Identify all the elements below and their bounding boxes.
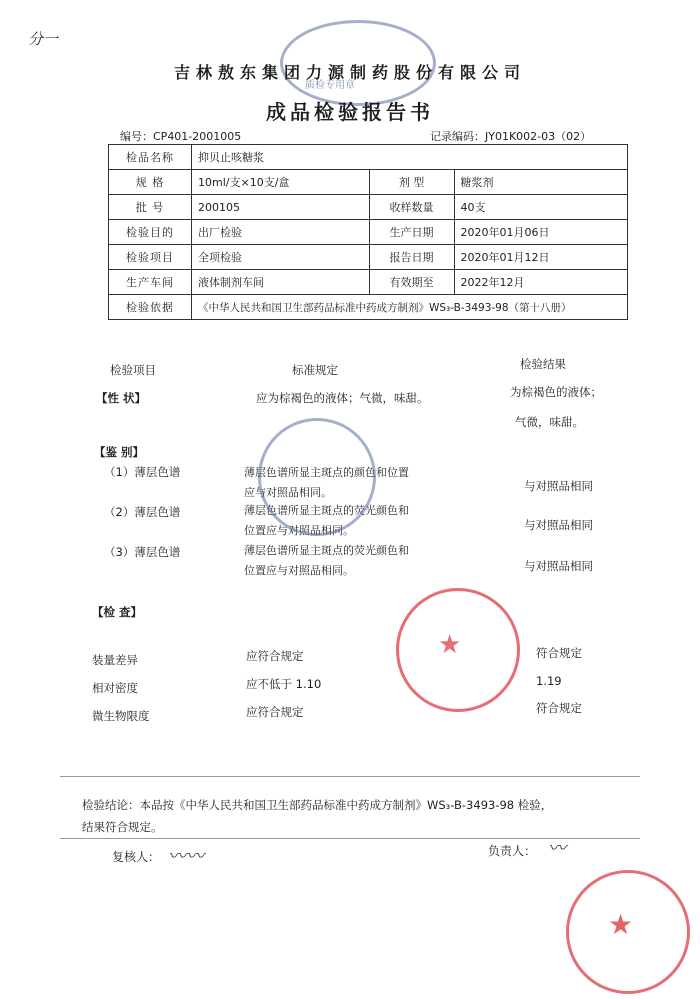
ident-3-result: 与对照品相同 (524, 559, 593, 573)
workshop-value: 液体制剂车间 (192, 270, 370, 295)
prod-date-value: 2020年01月06日 (454, 220, 627, 245)
inspection-heading: 【检 查】 (92, 605, 143, 619)
col-result-header: 检验结果 (520, 357, 566, 371)
conclusion-block (82, 794, 642, 838)
reviewer-label: 复核人： (112, 850, 161, 864)
purpose-label: 检验目的 (109, 220, 192, 245)
report-title: 成品检验报告书 (266, 100, 434, 124)
report-date-label: 报告日期 (369, 245, 454, 270)
spec-value: 10ml/支×10支/盒 (192, 170, 370, 195)
expiry-value: 2022年12月 (454, 270, 627, 295)
product-label: 检品名称 (109, 145, 192, 170)
inspect-1-result: 符合规定 (536, 646, 582, 660)
character-heading: 【性 状】 (96, 391, 147, 405)
character-standard: 应为棕褐色的液体；气微，味甜。 (256, 391, 429, 405)
form-value: 糖浆剂 (454, 170, 627, 195)
conclusion-line-2: 结果符合规定。 (82, 820, 163, 834)
corner-handwritten-mark: 分一 (28, 30, 59, 48)
batch-label: 批 号 (109, 195, 192, 220)
reviewer-signature: 〰〰 (168, 846, 204, 867)
item-value: 全项检验 (192, 245, 370, 270)
qty-value: 40支 (454, 195, 627, 220)
expiry-label: 有效期至 (369, 270, 454, 295)
form-label: 剂 型 (369, 170, 454, 195)
batch-value: 200105 (192, 195, 370, 220)
ident-2-name: （2）薄层色谱 (104, 505, 181, 519)
inspect-1-name: 装量差异 (92, 653, 138, 667)
identification-heading: 【鉴 别】 (94, 445, 145, 459)
prod-date-label: 生产日期 (369, 220, 454, 245)
serial-number: 编号：CP401-2001005 (120, 130, 242, 143)
col-item-header: 检验项目 (110, 363, 156, 377)
ident-2-std-2: 位置应与对照品相同。 (244, 524, 354, 537)
record-number: 记录编码：JY01K002-03（02） (430, 130, 592, 143)
character-result-2: 气微，味甜。 (515, 415, 584, 429)
ident-2-std-1: 薄层色谱所显主斑点的荧光颜色和 (244, 504, 409, 517)
inspect-2-name: 相对密度 (92, 681, 138, 695)
ident-1-result: 与对照品相同 (524, 479, 593, 493)
ident-3-name: （3）薄层色谱 (104, 545, 181, 559)
ident-1-std-1: 薄层色谱所显主斑点的颜色和位置 (244, 466, 409, 479)
blue-round-stamp (258, 418, 376, 536)
info-table (108, 144, 628, 320)
inspect-3-standard: 应符合规定 (246, 705, 304, 719)
ident-1-std-2: 应与对照品相同。 (244, 486, 332, 499)
conclusion-line-1: 检验结论：本品按《中华人民共和国卫生部药品标准中药成方制剂》WS₃-B-3493-98 检验， (82, 798, 553, 812)
responsible-signature: 〰 (548, 838, 566, 859)
report-date-value: 2020年01月12日 (454, 245, 627, 270)
purpose-value: 出厂检验 (192, 220, 370, 245)
red-stamp-star-icon: ★ (438, 630, 462, 660)
ident-1-name: （1）薄层色谱 (104, 465, 181, 479)
bottom-stamp-star-icon: ★ (608, 908, 634, 941)
responsible-label: 负责人： (488, 844, 537, 858)
top-stamp-text: 质检专用章 (305, 80, 355, 91)
ident-2-result: 与对照品相同 (524, 518, 593, 532)
inspect-2-result: 1.19 (536, 674, 562, 688)
item-label: 检验项目 (109, 245, 192, 270)
qty-label: 收样数量 (369, 195, 454, 220)
workshop-label: 生产车间 (109, 270, 192, 295)
inspect-2-standard: 应不低于 1.10 (246, 677, 322, 691)
basis-label: 检验依据 (109, 295, 192, 320)
inspect-3-name: 微生物限度 (92, 709, 150, 723)
spec-label: 规 格 (109, 170, 192, 195)
col-standard-header: 标准规定 (292, 363, 338, 377)
inspect-3-result: 符合规定 (536, 701, 582, 715)
product-value: 抑贝止咳糖浆 (192, 145, 628, 170)
divider-line (60, 776, 640, 777)
inspect-1-standard: 应符合规定 (246, 649, 304, 663)
ident-3-std-2: 位置应与对照品相同。 (244, 564, 354, 577)
basis-value: 《中华人民共和国卫生部药品标准中药成方制剂》WS₃-B-3493-98（第十八册） (192, 295, 628, 320)
character-result-1: 为棕褐色的液体； (510, 385, 602, 399)
company-name: 吉林敖东集团力源制药股份有限公司 (173, 63, 526, 82)
ident-3-std-1: 薄层色谱所显主斑点的荧光颜色和 (244, 544, 409, 557)
